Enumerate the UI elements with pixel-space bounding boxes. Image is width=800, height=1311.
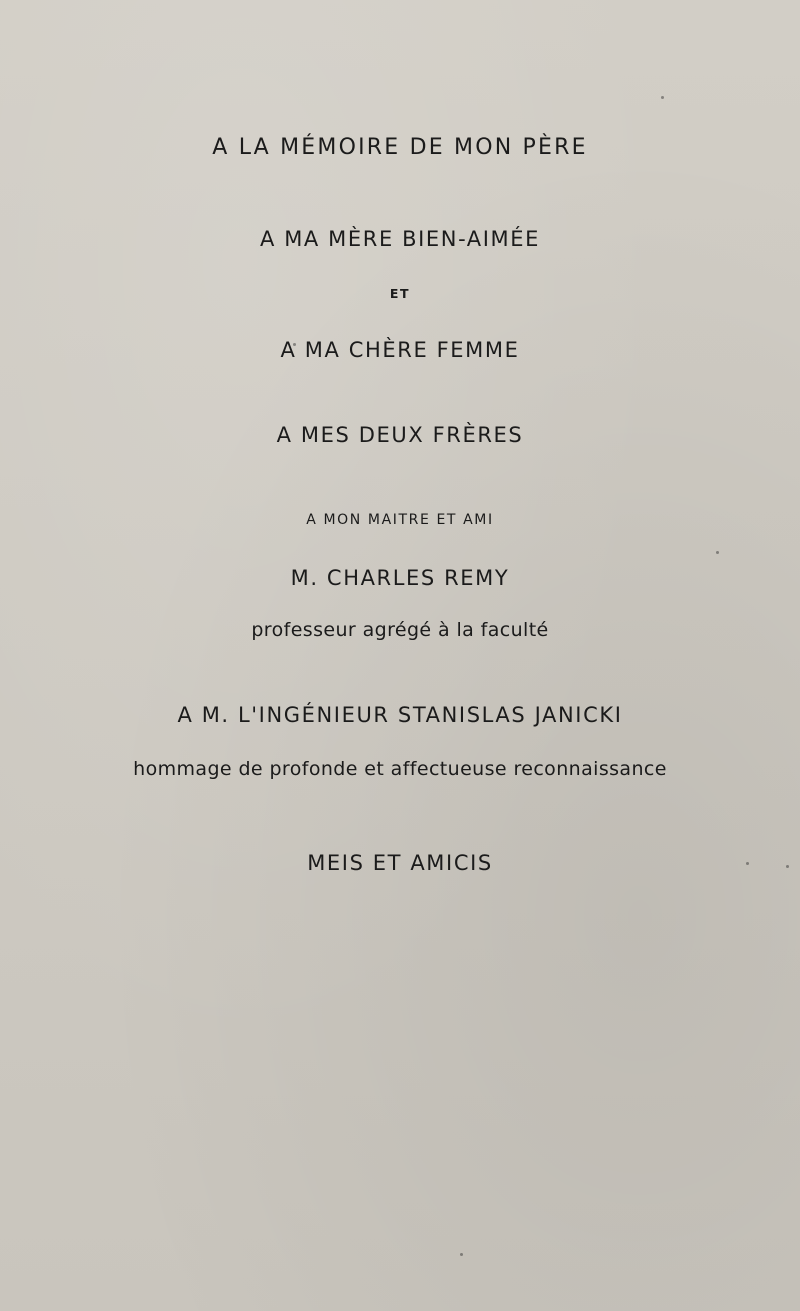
dedication-father: A LA MÉMOIRE DE MON PÈRE [212,135,588,160]
dedication-homage: hommage de profonde et affectueuse reconnaissance [133,758,667,780]
paper-speck [786,865,789,868]
dedication-brothers: A MES DEUX FRÈRES [276,423,524,447]
paper-speck [746,862,749,865]
dedication-charles-remy: M. CHARLES REMY [290,566,510,590]
dedication-master-heading: A MON MAITRE ET AMI [306,512,494,528]
dedication-janicki: A M. L'INGÉNIEUR STANISLAS JANICKI [177,703,623,727]
dedication-friends: MEIS ET AMICIS [307,851,493,875]
paper-speck [661,96,664,99]
dedication-wife: A MA CHÈRE FEMME [280,338,520,362]
dedication-professor-title: professeur agrégé à la faculté [251,619,549,641]
paper-speck [716,551,719,554]
dedication-et: ET [389,286,411,301]
dedication-mother: A MA MÈRE BIEN-AIMÉE [259,227,541,251]
paper-speck [293,343,296,346]
paper-speck [460,1253,463,1256]
